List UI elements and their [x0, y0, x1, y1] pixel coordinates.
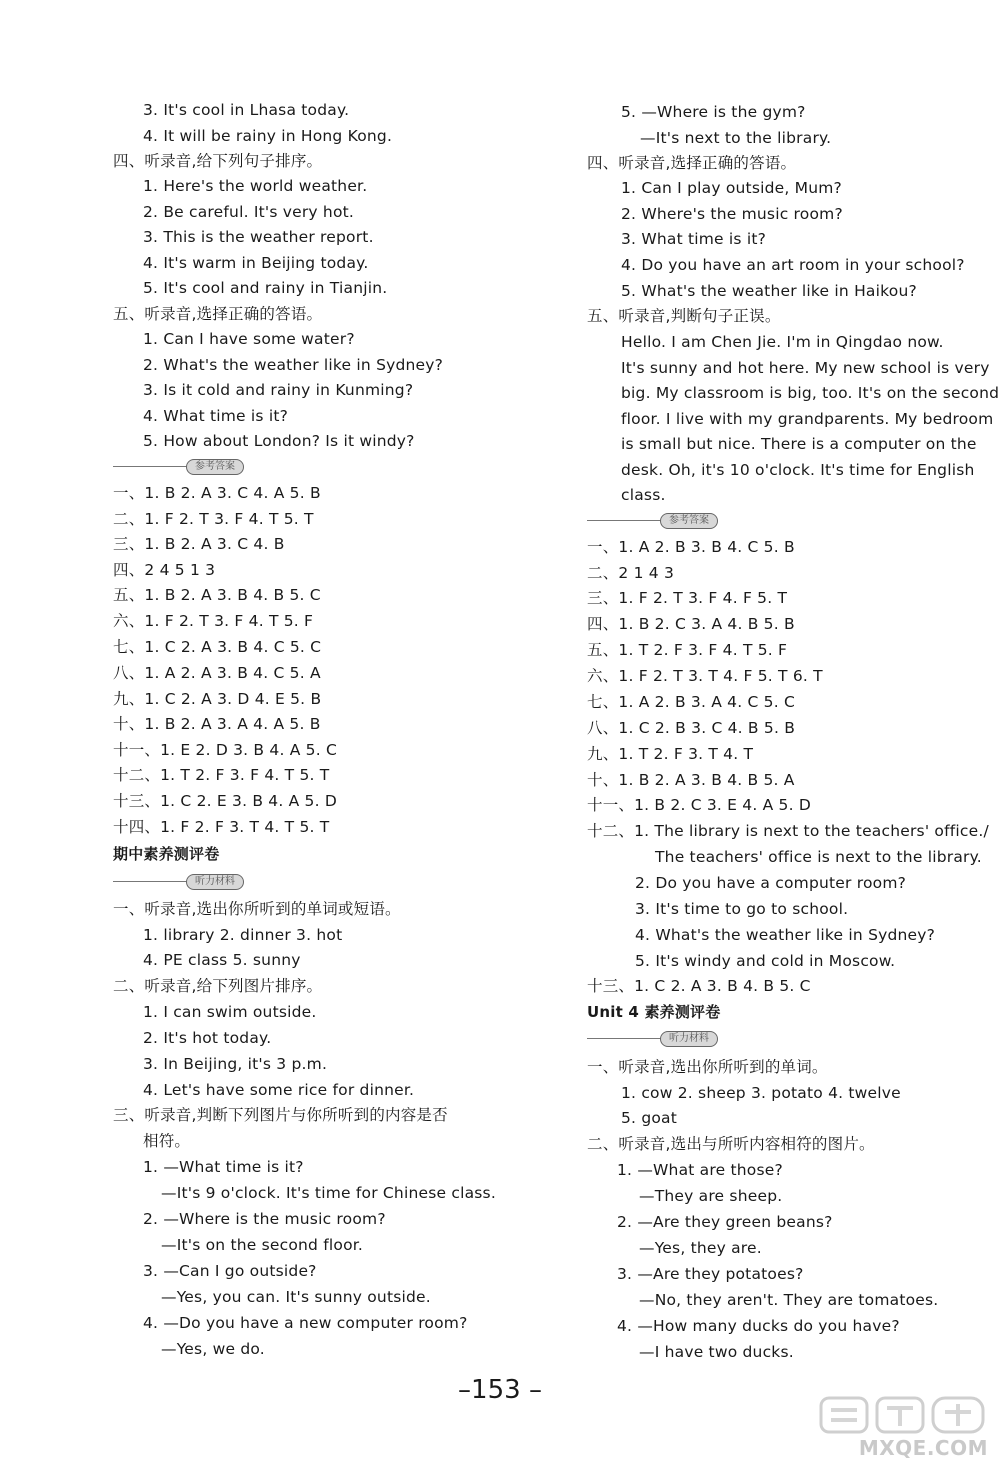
- answer-line: 四、2 4 5 1 3: [113, 561, 216, 579]
- text-line: 4. It's warm in Beijing today.: [143, 254, 369, 272]
- passage-line: Hello. I am Chen Jie. I'm in Qingdao now.: [621, 333, 944, 351]
- section-heading: 四、听录音,选择正确的答语。: [587, 154, 797, 172]
- watermark: [815, 1392, 990, 1462]
- text-line: 1. library 2. dinner 3. hot: [143, 926, 343, 944]
- answer-line: 十二、1. The library is next to the teachers' office./: [587, 822, 989, 840]
- text-line: —They are sheep.: [639, 1187, 783, 1205]
- answer-line: 八、1. C 2. B 3. C 4. B 5. B: [587, 719, 796, 737]
- text-line: —It's 9 o'clock. It's time for Chinese class.: [161, 1184, 496, 1202]
- answer-line: 八、1. A 2. A 3. B 4. C 5. A: [113, 664, 321, 682]
- watermark-text: MXQE.COM: [858, 1436, 988, 1460]
- text-line: 1. cow 2. sheep 3. potato 4. twelve: [621, 1084, 901, 1102]
- text-line: —Yes, they are.: [639, 1239, 762, 1257]
- answer-line: 十四、1. F 2. F 3. T 4. T 5. T: [113, 818, 330, 836]
- answer-line: 六、1. F 2. T 3. F 4. T 5. F: [113, 612, 314, 630]
- answer-line: 一、1. B 2. A 3. C 4. A 5. B: [113, 484, 321, 502]
- section-heading: 一、听录音,选出你所听到的单词。: [587, 1058, 828, 1076]
- text-line: 5. It's cool and rainy in Tianjin.: [143, 279, 388, 297]
- text-line: 4. It will be rainy in Hong Kong.: [143, 127, 393, 145]
- section-title: 期中素养测评卷: [113, 845, 220, 863]
- answer-line: 2. Do you have a computer room?: [635, 874, 907, 892]
- passage-line: desk. Oh, it's 10 o'clock. It's time for English: [621, 461, 975, 479]
- section-heading: 五、听录音,判断句子正误。: [587, 307, 781, 325]
- text-line: 1. I can swim outside.: [143, 1003, 317, 1021]
- text-line: 4. —How many ducks do you have?: [617, 1317, 900, 1335]
- text-line: 3. What time is it?: [621, 230, 767, 248]
- answer-line: 二、2 1 4 3: [587, 564, 675, 582]
- answer-line: 三、1. B 2. A 3. C 4. B: [113, 535, 285, 553]
- text-line: 5. goat: [621, 1109, 678, 1127]
- answer-key-label: 参考答案: [660, 513, 718, 529]
- text-line: 3. This is the weather report.: [143, 228, 374, 246]
- answer-line: 四、1. B 2. C 3. A 4. B 5. B: [587, 615, 795, 633]
- text-line: 2. Be careful. It's very hot.: [143, 203, 355, 221]
- text-line: 3. It's cool in Lhasa today.: [143, 101, 350, 119]
- passage-line: is small but nice. There is a computer on the: [621, 435, 977, 453]
- text-line: 5. How about London? Is it windy?: [143, 432, 415, 450]
- section-heading: 四、听录音,给下列句子排序。: [113, 152, 323, 170]
- answer-line: 十、1. B 2. A 3. A 4. A 5. B: [113, 715, 321, 733]
- passage-line: It's sunny and hot here. My new school is very: [621, 359, 990, 377]
- answer-line: 十三、1. C 2. A 3. B 4. B 5. C: [587, 977, 811, 995]
- answer-key-label: 参考答案: [186, 459, 244, 475]
- section-heading: 三、听录音,判断下列图片与你所听到的内容是否: [113, 1106, 448, 1124]
- answer-line: 十二、1. T 2. F 3. F 4. T 5. T: [113, 766, 330, 784]
- text-line: 3. In Beijing, it's 3 p.m.: [143, 1055, 328, 1073]
- answer-line: 5. It's windy and cold in Moscow.: [635, 952, 896, 970]
- text-line: 2. Where's the music room?: [621, 205, 843, 223]
- answer-line: 十、1. B 2. A 3. B 4. B 5. A: [587, 771, 795, 789]
- text-line: 1. Can I have some water?: [143, 330, 355, 348]
- text-line: 3. —Are they potatoes?: [617, 1265, 804, 1283]
- answer-line: 七、1. A 2. B 3. A 4. C 5. C: [587, 693, 795, 711]
- text-line: 4. Let's have some rice for dinner.: [143, 1081, 415, 1099]
- answer-line: 二、1. F 2. T 3. F 4. T 5. T: [113, 510, 314, 528]
- answer-line: 五、1. B 2. A 3. B 4. B 5. C: [113, 586, 321, 604]
- text-line: 4. PE class 5. sunny: [143, 951, 301, 969]
- text-line: —I have two ducks.: [639, 1343, 794, 1361]
- listening-material-label: 听力材料: [660, 1031, 718, 1047]
- section-heading: 一、听录音,选出你所听到的单词或短语。: [113, 900, 401, 918]
- section-title: Unit 4 素养测评卷: [587, 1003, 721, 1021]
- text-line: 2. —Are they green beans?: [617, 1213, 833, 1231]
- text-line: 4. Do you have an art room in your school?: [621, 256, 965, 274]
- text-line: —No, they aren't. They are tomatoes.: [639, 1291, 939, 1309]
- text-line: 4. What time is it?: [143, 407, 289, 425]
- answer-line: 3. It's time to go to school.: [635, 900, 849, 918]
- text-line: —Yes, we do.: [161, 1340, 265, 1358]
- answer-line: 4. What's the weather like in Sydney?: [635, 926, 936, 944]
- answer-line: 十一、1. E 2. D 3. B 4. A 5. C: [113, 741, 337, 759]
- answer-line: 七、1. C 2. A 3. B 4. C 5. C: [113, 638, 322, 656]
- passage-line: floor. I live with my grandparents. My bedroom: [621, 410, 994, 428]
- text-line: 1. Here's the world weather.: [143, 177, 368, 195]
- text-line: 1. Can I play outside, Mum?: [621, 179, 842, 197]
- text-line: 3. Is it cold and rainy in Kunming?: [143, 381, 414, 399]
- answer-line: 十三、1. C 2. E 3. B 4. A 5. D: [113, 792, 337, 810]
- text-line: —It's next to the library.: [640, 129, 832, 147]
- answer-line: 一、1. A 2. B 3. B 4. C 5. B: [587, 538, 795, 556]
- listening-material-label: 听力材料: [186, 874, 244, 890]
- section-heading: 五、听录音,选择正确的答语。: [113, 305, 323, 323]
- page-number: –153 –: [458, 1375, 542, 1405]
- text-line: 2. It's hot today.: [143, 1029, 272, 1047]
- passage-line: big. My classroom is big, too. It's on the second: [621, 384, 1000, 402]
- text-line: 5. What's the weather like in Haikou?: [621, 282, 917, 300]
- answer-line: 九、1. C 2. A 3. D 4. E 5. B: [113, 690, 322, 708]
- watermark-logo-icon: [815, 1392, 990, 1436]
- text-line: 2. What's the weather like in Sydney?: [143, 356, 444, 374]
- text-line: 1. —What are those?: [617, 1161, 783, 1179]
- text-line: —It's on the second floor.: [161, 1236, 364, 1254]
- text-line: 1. —What time is it?: [143, 1158, 304, 1176]
- section-heading: 二、听录音,选出与所听内容相符的图片。: [587, 1135, 875, 1153]
- answer-line: The teachers' office is next to the library.: [655, 848, 982, 866]
- text-line: 4. —Do you have a new computer room?: [143, 1314, 468, 1332]
- answer-line: 十一、1. B 2. C 3. E 4. A 5. D: [587, 796, 811, 814]
- answer-line: 九、1. T 2. F 3. T 4. T: [587, 745, 754, 763]
- section-heading-cont: 相符。: [143, 1132, 191, 1150]
- answer-line: 六、1. F 2. T 3. T 4. F 5. T 6. T: [587, 667, 823, 685]
- text-line: 3. —Can I go outside?: [143, 1262, 317, 1280]
- passage-line: class.: [621, 486, 666, 504]
- section-heading: 二、听录音,给下列图片排序。: [113, 977, 323, 995]
- text-line: 5. —Where is the gym?: [621, 103, 806, 121]
- answer-line: 三、1. F 2. T 3. F 4. F 5. T: [587, 589, 788, 607]
- answer-line: 五、1. T 2. F 3. F 4. T 5. F: [587, 641, 788, 659]
- text-line: 2. —Where is the music room?: [143, 1210, 386, 1228]
- text-line: —Yes, you can. It's sunny outside.: [161, 1288, 431, 1306]
